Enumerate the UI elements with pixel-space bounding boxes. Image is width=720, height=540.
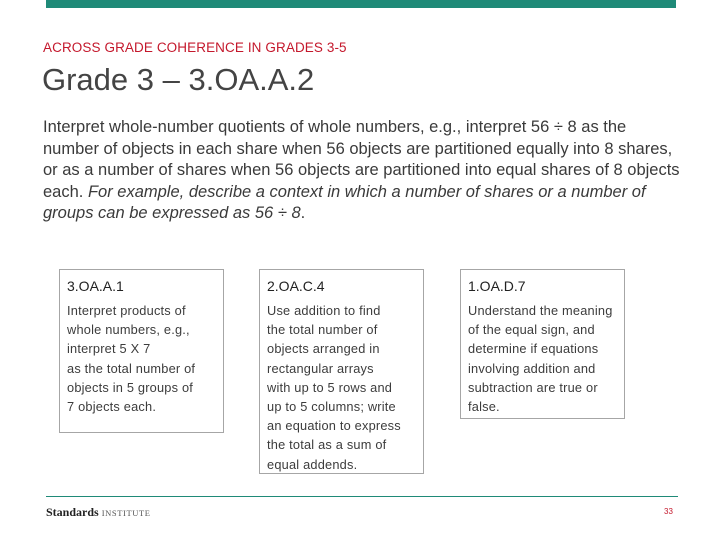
section-eyebrow: ACROSS GRADE COHERENCE IN GRADES 3-5 [43, 40, 347, 55]
top-accent-bar [46, 0, 676, 8]
related-standard-card [59, 269, 224, 433]
standard-text: Interpret whole-number quotients of whole numbers, e.g., interpret 56 ÷ 8 as the number of objects in each share when 56 objects are partitioned equally into 8 shares, or as a number of shares when 56 objects are partitioned into equal shares of 8 objects each. [43, 118, 680, 201]
card-description: Interpret products of whole numbers, e.g., interpret 5 X 7 as the total number of objects in 5 groups of 7 objects each. [67, 303, 196, 415]
footer-logo [46, 505, 151, 520]
card-code: 2.OA.C.4 [267, 278, 325, 294]
card-description: Use addition to find the total number of objects arranged in rectangular arrays with up to 5 rows and up to 5 columns; write an equation to express the total as a sum of equal addends. [267, 303, 401, 472]
related-standard-card [460, 269, 625, 419]
page-title: Grade 3 – 3.OA.A.2 [42, 62, 315, 97]
footer-brand-name: Standards [46, 505, 99, 519]
footer-divider [46, 496, 678, 497]
card-description: Understand the meaning of the equal sign, and determine if equations involving addition and subtraction are true or false. [468, 303, 613, 415]
footer-brand-suffix: INSTITUTE [101, 508, 151, 518]
standard-text-end: . [300, 204, 306, 223]
related-standard-card [259, 269, 424, 474]
card-code: 1.OA.D.7 [468, 278, 526, 294]
standard-example: For example, describe a context in which a number of shares or a number of groups can be expressed as 56 ÷ 8 [43, 182, 646, 223]
card-code: 3.OA.A.1 [67, 278, 124, 294]
standard-description [43, 117, 683, 225]
page-number: 33 [664, 507, 673, 516]
